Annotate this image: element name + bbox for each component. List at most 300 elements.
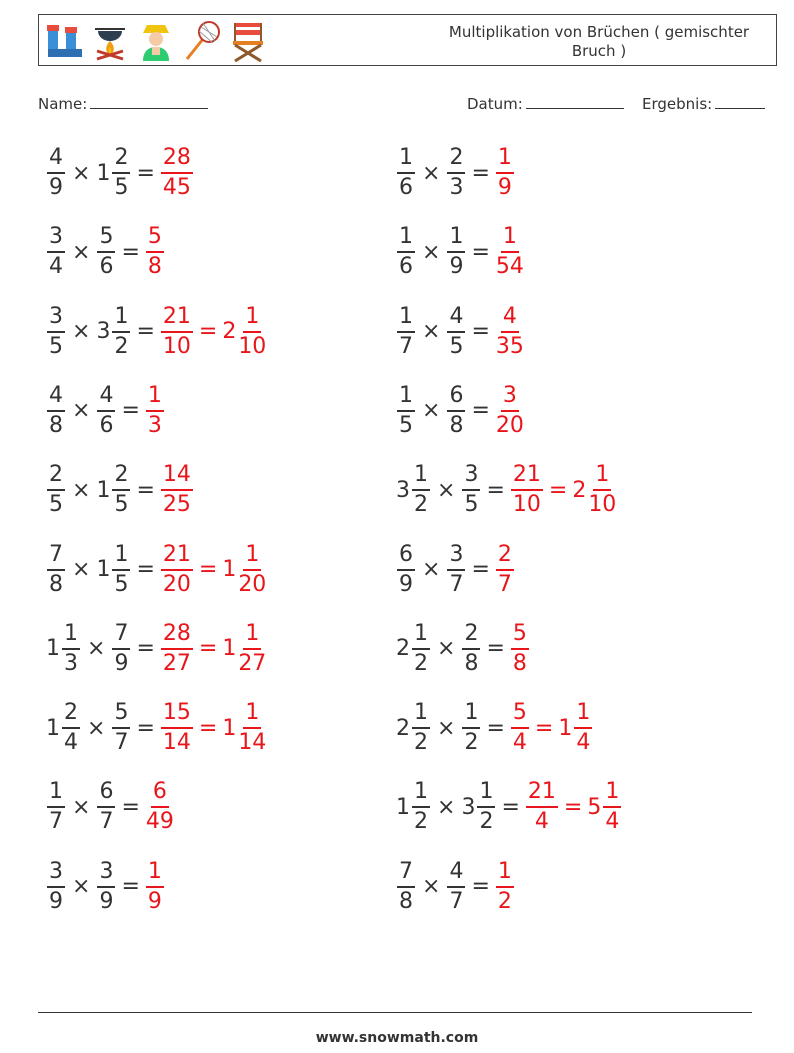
fraction (238, 622, 266, 676)
fraction (161, 701, 193, 755)
equals-sign: = (121, 794, 140, 820)
answer (160, 622, 267, 676)
mixed-number (396, 860, 416, 914)
denominator: 25 (162, 492, 191, 518)
denominator: 14 (162, 730, 191, 756)
denominator: 5 (49, 492, 63, 518)
problem-item (396, 222, 525, 282)
problem-item (46, 302, 267, 362)
numerator: 1 (397, 384, 415, 412)
fraction (447, 384, 465, 438)
fraction (496, 860, 514, 914)
mixed-number (461, 463, 481, 517)
times-sign: × (422, 160, 441, 186)
fraction (238, 701, 266, 755)
fraction (47, 860, 65, 914)
denominator: 9 (114, 650, 129, 676)
fraction (161, 543, 193, 597)
numerator: 2 (462, 622, 480, 650)
denominator: 54 (495, 254, 524, 280)
numerator: 7 (397, 860, 415, 888)
fraction (238, 543, 266, 597)
denominator: 20 (238, 571, 267, 597)
numerator: 1 (412, 463, 430, 491)
denominator: 8 (49, 571, 63, 597)
fraction (412, 622, 430, 676)
denominator: 7 (99, 809, 114, 835)
problem-item (46, 143, 194, 203)
numerator: 4 (501, 305, 519, 333)
fraction (112, 463, 130, 517)
fraction (496, 146, 514, 200)
name-field (38, 94, 208, 113)
numerator: 1 (62, 622, 80, 650)
fraction (161, 463, 193, 517)
date-blank[interactable] (526, 94, 624, 109)
mixed-number (46, 305, 66, 359)
answer (145, 860, 165, 914)
problem-item (46, 460, 194, 520)
numerator: 2 (447, 146, 465, 174)
problem-item (396, 540, 515, 600)
mixed-number (222, 622, 267, 676)
equals-sign: = (198, 557, 218, 582)
fraction (447, 543, 465, 597)
whole-part: 1 (96, 160, 111, 186)
problem-item (396, 857, 515, 917)
denominator: 2 (414, 730, 428, 756)
numerator: 2 (112, 463, 130, 491)
equals-sign: = (486, 715, 505, 741)
problem-item (46, 381, 165, 441)
denominator: 8 (147, 254, 162, 280)
fraction (496, 225, 524, 279)
denominator: 5 (114, 492, 129, 518)
footer-divider (38, 1012, 752, 1013)
times-sign: × (72, 557, 91, 582)
numerator: 21 (511, 463, 543, 491)
numerator: 1 (243, 305, 261, 333)
whole-part: 1 (46, 636, 60, 662)
numerator: 3 (447, 543, 465, 571)
numerator: 6 (447, 384, 465, 412)
denominator: 45 (162, 175, 191, 200)
denominator: 7 (449, 888, 464, 914)
whole-part: 2 (572, 477, 587, 503)
equals-sign: = (486, 477, 505, 503)
mixed-number (495, 305, 525, 359)
fraction (47, 305, 65, 359)
mixed-number (446, 305, 466, 359)
mixed-number (495, 860, 515, 914)
mixed-number (396, 622, 431, 676)
numerator: 21 (161, 305, 193, 333)
fraction (112, 543, 130, 597)
answer (160, 146, 194, 200)
times-sign: × (437, 794, 456, 820)
fraction (47, 463, 65, 517)
mixed-number (461, 780, 496, 834)
times-sign: × (422, 557, 441, 582)
whole-part: 1 (96, 477, 111, 503)
numerator: 3 (47, 305, 65, 333)
fraction (112, 146, 130, 200)
mixed-number (145, 384, 165, 438)
denominator: 10 (162, 333, 191, 359)
fraction (161, 622, 193, 676)
numerator: 3 (97, 860, 115, 888)
mixed-number (96, 305, 131, 359)
denominator: 2 (414, 809, 428, 835)
denominator: 9 (497, 175, 512, 200)
numerator: 1 (447, 225, 465, 253)
whole-part: 5 (587, 794, 602, 820)
equals-sign: = (471, 319, 490, 345)
fraction (511, 701, 529, 755)
denominator: 2 (464, 730, 479, 756)
fraction (47, 543, 65, 597)
times-sign: × (72, 477, 91, 503)
fraction (47, 384, 65, 438)
mixed-number (111, 622, 131, 676)
numerator: 3 (462, 463, 480, 491)
equals-sign: = (471, 398, 490, 424)
whole-part: 1 (558, 715, 573, 741)
fraction (496, 384, 524, 438)
denominator: 20 (495, 412, 524, 438)
equals-sign: = (471, 874, 490, 900)
denominator: 9 (99, 888, 114, 914)
denominator: 4 (512, 730, 527, 756)
fraction (146, 860, 164, 914)
answer (495, 225, 525, 279)
problem-item (396, 381, 525, 441)
mixed-number (96, 384, 116, 438)
fraction (397, 860, 415, 914)
times-sign: × (72, 319, 91, 345)
denominator: 9 (147, 888, 162, 914)
numerator: 28 (161, 146, 193, 174)
denominator: 2 (479, 809, 494, 835)
camping-chair-icon (227, 19, 269, 63)
fraction (462, 463, 480, 517)
mixed-number (587, 780, 622, 834)
fraction (62, 701, 80, 755)
times-sign: × (72, 239, 91, 265)
fraction (161, 146, 193, 200)
result-field (642, 94, 765, 113)
mixed-number (510, 622, 530, 676)
fraction (496, 543, 514, 597)
equals-sign: = (121, 874, 140, 900)
mixed-number (160, 543, 194, 597)
problem-item (396, 302, 525, 362)
times-sign: × (72, 874, 91, 900)
fraction (112, 622, 130, 676)
numerator: 1 (574, 701, 592, 729)
equals-sign: = (471, 239, 490, 265)
answer (145, 384, 165, 438)
fraction (97, 384, 115, 438)
mixed-number (396, 701, 431, 755)
fraction (447, 225, 465, 279)
mixed-number (495, 543, 515, 597)
denominator: 8 (49, 412, 63, 438)
numerator: 6 (151, 780, 169, 808)
denominator: 7 (114, 730, 129, 756)
butterfly-net-icon (181, 19, 223, 63)
rain-boots-icon (43, 19, 85, 63)
fraction (397, 225, 415, 279)
mixed-number (558, 701, 593, 755)
fraction (447, 146, 465, 200)
fraction (412, 463, 430, 517)
date-label: Datum: (467, 95, 523, 113)
denominator: 4 (605, 809, 620, 835)
numerator: 2 (47, 463, 65, 491)
denominator: 8 (399, 888, 413, 914)
numerator: 5 (511, 622, 529, 650)
mixed-number (160, 146, 194, 200)
equals-sign: = (198, 636, 218, 662)
times-sign: × (422, 319, 441, 345)
denominator: 3 (64, 650, 78, 676)
numerator: 1 (593, 463, 611, 491)
fraction (146, 780, 174, 834)
fraction (397, 146, 415, 200)
whole-part: 2 (222, 319, 237, 345)
denominator: 10 (238, 333, 267, 359)
problem-item (46, 698, 267, 758)
mixed-number (46, 384, 66, 438)
problem-item (396, 698, 593, 758)
denominator: 7 (449, 571, 464, 597)
worksheet-header (38, 14, 777, 66)
numerator: 1 (477, 780, 495, 808)
times-sign: × (437, 636, 456, 662)
numerator: 1 (496, 860, 514, 888)
answer (495, 860, 515, 914)
mixed-number (396, 780, 431, 834)
fraction (97, 780, 115, 834)
numerator: 15 (161, 701, 193, 729)
problem-item (46, 857, 165, 917)
equals-sign: = (198, 715, 218, 741)
mixed-number (510, 463, 544, 517)
answer (510, 622, 530, 676)
equals-sign: = (534, 715, 554, 741)
equals-sign: = (136, 477, 155, 503)
numerator: 2 (496, 543, 514, 571)
denominator: 5 (449, 333, 464, 359)
problem-item (46, 777, 175, 837)
mixed-number (160, 463, 194, 517)
fraction (588, 463, 616, 517)
problem-item (396, 619, 530, 679)
times-sign: × (72, 794, 91, 820)
numerator: 1 (243, 543, 261, 571)
mixed-number (461, 622, 481, 676)
mixed-number (446, 543, 466, 597)
denominator: 9 (49, 175, 63, 200)
whole-part: 1 (222, 557, 237, 582)
fraction (574, 701, 592, 755)
denominator: 5 (49, 333, 63, 359)
fraction (112, 305, 130, 359)
problem-item (46, 619, 267, 679)
numerator: 2 (62, 701, 80, 729)
equals-sign: = (501, 794, 520, 820)
mixed-number (46, 543, 66, 597)
answer (525, 780, 622, 834)
denominator: 35 (495, 333, 524, 359)
equals-sign: = (136, 319, 155, 345)
fraction (462, 622, 480, 676)
numerator: 3 (47, 225, 65, 253)
problem-item (396, 777, 622, 837)
numerator: 5 (146, 225, 164, 253)
worksheet-title: Multiplikation von Brüchen ( gemischter Bruch ) (448, 23, 750, 60)
whole-part: 3 (396, 477, 410, 503)
denominator: 20 (162, 571, 191, 597)
equals-sign: = (548, 477, 568, 503)
mixed-number (222, 305, 267, 359)
answer (495, 543, 515, 597)
mixed-number (396, 305, 416, 359)
numerator: 4 (47, 146, 65, 174)
numerator: 1 (243, 701, 261, 729)
answer (160, 463, 194, 517)
answer (495, 305, 525, 359)
fraction (447, 860, 465, 914)
answer (160, 543, 267, 597)
denominator: 27 (162, 650, 191, 676)
mixed-number (46, 225, 66, 279)
answer (495, 384, 525, 438)
fraction (397, 543, 415, 597)
mixed-number (160, 305, 194, 359)
fraction (62, 622, 80, 676)
whole-part: 1 (396, 794, 410, 820)
fraction (412, 701, 430, 755)
numerator: 1 (47, 780, 65, 808)
result-blank[interactable] (715, 94, 765, 109)
date-field (467, 94, 624, 113)
fraction (526, 780, 558, 834)
numerator: 4 (47, 384, 65, 412)
mixed-number (510, 701, 530, 755)
footer-url: www.snowmath.com (315, 1030, 479, 1046)
answer (145, 780, 175, 834)
denominator: 4 (49, 254, 63, 280)
mixed-number (495, 146, 515, 200)
denominator: 2 (114, 333, 129, 359)
name-blank[interactable] (90, 94, 208, 109)
denominator: 6 (99, 412, 114, 438)
name-label: Name: (38, 95, 88, 113)
equals-sign: = (198, 319, 218, 345)
answer (510, 463, 617, 517)
times-sign: × (422, 398, 441, 424)
mixed-number (96, 463, 131, 517)
equals-sign: = (486, 636, 505, 662)
denominator: 7 (49, 809, 63, 835)
numerator: 4 (97, 384, 115, 412)
fraction (146, 384, 164, 438)
denominator: 5 (464, 492, 479, 518)
mixed-number (396, 146, 416, 200)
numerator: 6 (97, 780, 115, 808)
numerator: 14 (161, 463, 193, 491)
numerator: 5 (511, 701, 529, 729)
numerator: 3 (47, 860, 65, 888)
denominator: 9 (449, 254, 464, 280)
times-sign: × (437, 715, 456, 741)
denominator: 5 (399, 412, 413, 438)
mixed-number (446, 146, 466, 200)
fraction (511, 622, 529, 676)
denominator: 3 (147, 412, 162, 438)
numerator: 1 (112, 305, 130, 333)
fraction (238, 305, 266, 359)
fraction (47, 146, 65, 200)
whole-part: 3 (96, 319, 111, 345)
denominator: 2 (414, 650, 428, 676)
times-sign: × (437, 477, 456, 503)
equals-sign: = (136, 636, 155, 662)
denominator: 2 (414, 492, 428, 518)
mixed-number (111, 701, 131, 755)
mixed-number (396, 384, 416, 438)
numerator: 6 (397, 543, 415, 571)
times-sign: × (87, 636, 106, 662)
problem-item (396, 460, 617, 520)
mixed-number (495, 384, 525, 438)
mixed-number (46, 146, 66, 200)
mixed-number (160, 701, 194, 755)
fraction (146, 225, 164, 279)
mixed-number (46, 780, 66, 834)
numerator: 4 (447, 860, 465, 888)
denominator: 10 (588, 492, 617, 518)
numerator: 21 (161, 543, 193, 571)
mixed-number (222, 543, 267, 597)
mixed-number (96, 146, 131, 200)
numerator: 1 (496, 146, 514, 174)
fraction (47, 780, 65, 834)
numerator: 1 (412, 701, 430, 729)
answer (145, 225, 165, 279)
whole-part: 2 (396, 636, 410, 662)
whole-part: 1 (96, 557, 111, 582)
result-label: Ergebnis: (642, 95, 713, 113)
denominator: 4 (64, 730, 78, 756)
mixed-number (446, 225, 466, 279)
numerator: 5 (112, 701, 130, 729)
campfire-pot-icon (89, 19, 131, 63)
numerator: 7 (47, 543, 65, 571)
fraction (447, 305, 465, 359)
times-sign: × (87, 715, 106, 741)
denominator: 7 (399, 333, 413, 359)
whole-part: 3 (461, 794, 476, 820)
denominator: 9 (399, 571, 413, 597)
icon-strip (43, 19, 269, 63)
numerator: 7 (112, 622, 130, 650)
denominator: 5 (114, 571, 129, 597)
mixed-number (46, 701, 81, 755)
times-sign: × (422, 239, 441, 265)
